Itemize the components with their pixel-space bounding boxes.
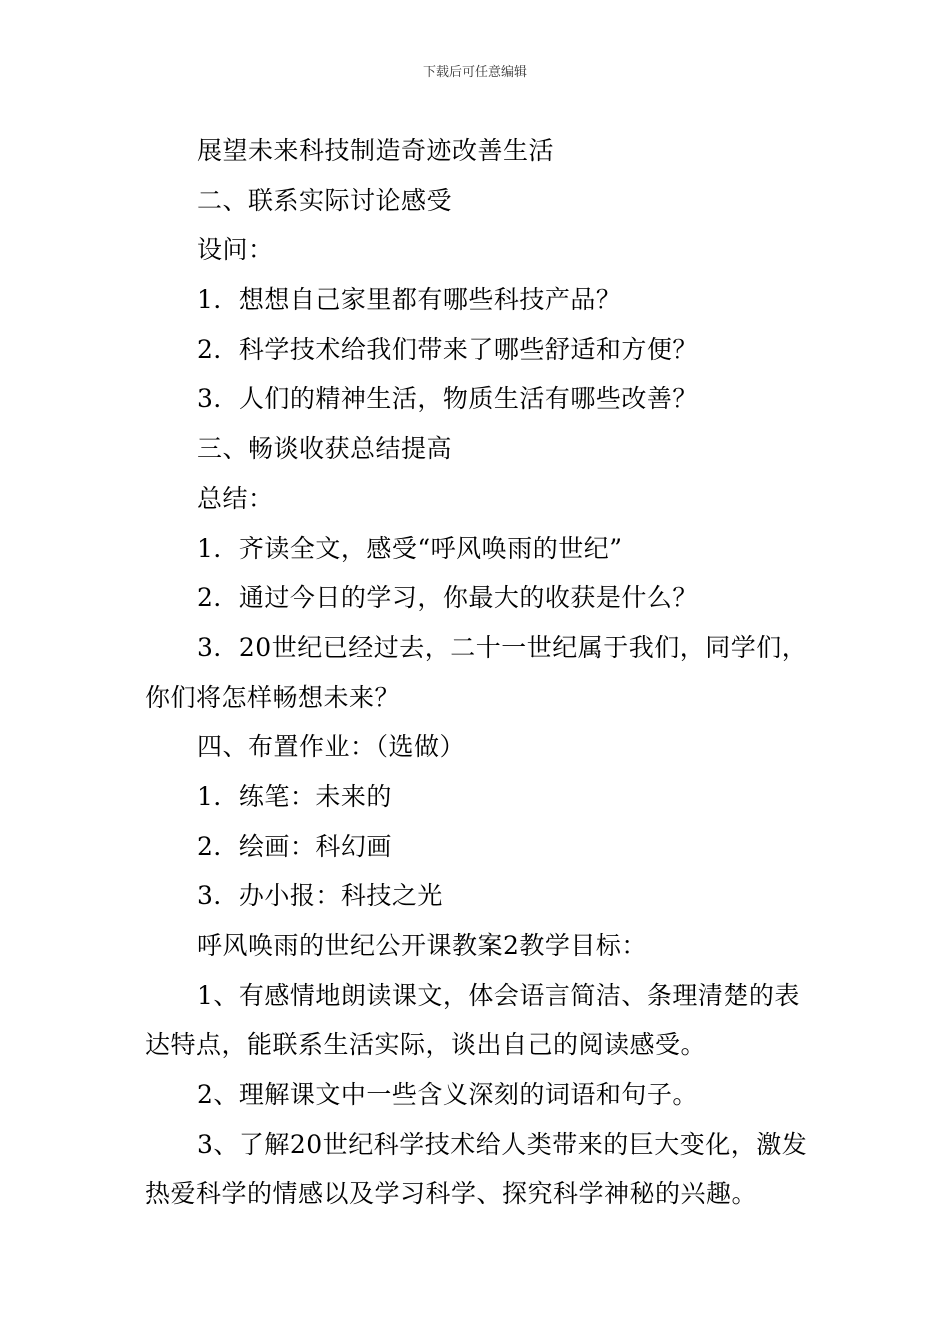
list-item: 3、了解20世纪科学技术给人类带来的巨大变化，激发 (197, 1129, 808, 1159)
list-item: 1、有感情地朗读课文，体会语言简洁、条理清楚的表 (197, 980, 800, 1010)
list-item: 3．20世纪已经过去，二十一世纪属于我们，同学们， (197, 632, 808, 662)
section-heading: 三、畅谈收获总结提高 (197, 434, 453, 464)
list-item: 1．齐读全文，感受“呼风唤雨的世纪” (197, 533, 623, 563)
list-item: 1．练笔：未来的 (197, 781, 392, 811)
list-item: 3．办小报：科技之光 (197, 881, 443, 911)
section-heading: 四、布置作业：（选做） (197, 732, 466, 762)
list-item-continuation: 你们将怎样畅想未来？ (145, 682, 401, 712)
section-title: 呼风唤雨的世纪公开课教案2教学目标： (197, 931, 647, 960)
text-line: 展望未来科技制造奇迹改善生活 (197, 136, 555, 165)
text-line: 总结： (197, 483, 274, 513)
list-item: 1．想想自己家里都有哪些科技产品？ (197, 285, 622, 315)
list-item-continuation: 热爱科学的情感以及学习科学、探究科学神秘的兴趣。 (145, 1179, 758, 1209)
document-body (145, 126, 813, 1219)
list-item-continuation: 达特点，能联系生活实际，谈出自己的阅读感受。 (145, 1030, 707, 1060)
list-item: 2．绘画：科幻画 (197, 831, 392, 861)
list-item: 3．人们的精神生活，物质生活有哪些改善？ (197, 384, 698, 414)
list-item: 2．科学技术给我们带来了哪些舒适和方便？ (197, 334, 698, 364)
section-heading: 二、联系实际讨论感受 (197, 185, 453, 215)
page-header: 下载后可任意编辑 (422, 65, 527, 80)
text-line: 设问： (197, 235, 274, 265)
list-item: 2、理解课文中一些含义深刻的词语和句子。 (197, 1080, 698, 1110)
list-item: 2．通过今日的学习，你最大的收获是什么？ (197, 583, 698, 613)
